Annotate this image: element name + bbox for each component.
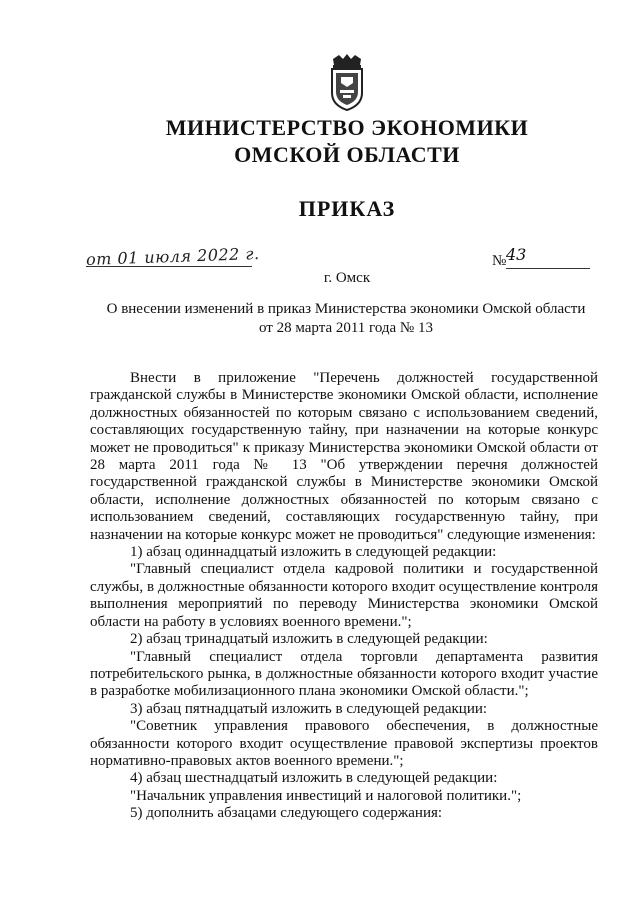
city: г. Омск — [323, 270, 371, 286]
body-paragraph: "Советник управления правового обеспечения, в должностные обязанности которого входит осуществление правовой экспертизы проектов нормативно-правовых актов военного времени."; — [90, 718, 598, 769]
ministry-name — [0, 114, 640, 168]
body-paragraph: 3) абзац пятнадцатый изложить в следующей редакции: — [130, 700, 488, 717]
body-paragraph: 5) дополнить абзацами следующего содержания: — [130, 805, 443, 822]
handwritten-date: от 01 июля 2022 г. — [85, 243, 260, 270]
number-underline — [506, 268, 590, 269]
ministry-line-1: МИНИСТЕРСТВО ЭКОНОМИКИ — [165, 115, 529, 140]
body-paragraph: "Главный специалист отдела торговли департамента развития потребительского рынка, в должностные обязанности которого входит участие в разработке мобилизационного плана экономики Омской области."; — [90, 648, 598, 700]
order-subject — [96, 300, 596, 338]
order-number: 43 — [506, 245, 527, 264]
subject-line-1: О внесении изменений в приказ Министерства экономики Омской области — [106, 301, 586, 317]
body-paragraph: 1) абзац одиннадцатый изложить в следующей редакции: — [130, 544, 497, 561]
body-paragraph: "Начальник управления инвестиций и налоговой политики."; — [130, 787, 522, 804]
date-underline — [86, 266, 252, 267]
order-body — [90, 370, 598, 823]
ministry-line-2: ОМСКОЙ ОБЛАСТИ — [234, 142, 460, 167]
number-label: № — [492, 253, 507, 269]
document-type: ПРИКАЗ — [298, 196, 396, 221]
coat-of-arms-emblem — [327, 53, 367, 111]
body-paragraph: 2) абзац тринадцатый изложить в следующей редакции: — [130, 631, 488, 648]
body-paragraph: "Главный специалист отдела кадровой политики и государственной службы, в должностные обязанности которого входит осуществление контроля выполнения мероприятий по переводу Министерства экономики Омской области на работу в условиях военного времени."; — [90, 561, 598, 630]
body-paragraph: Внести в приложение "Перечень должностей государственной гражданской службы в Министерстве экономики Омской области, исполнение должностных обязанностей по которым связано с использованием сведений, составляющих государственную тайну, при назначении на которые конкурс может не проводиться" к приказу Министерства экономики Омской области от 28 марта 2011 года № 13 "Об утверждении перечня должностей государственной гражданской службы в Министерстве экономики Омской области, исполнение должностных обязанностей по которым связано с использованием сведений, составляющих государственную тайну, при назначении на которые конкурс может не проводиться" следующие изменения: — [90, 370, 598, 543]
subject-line-2: от 28 марта 2011 года № 13 — [259, 320, 433, 336]
body-paragraph: 4) абзац шестнадцатый изложить в следующей редакции: — [130, 770, 498, 787]
